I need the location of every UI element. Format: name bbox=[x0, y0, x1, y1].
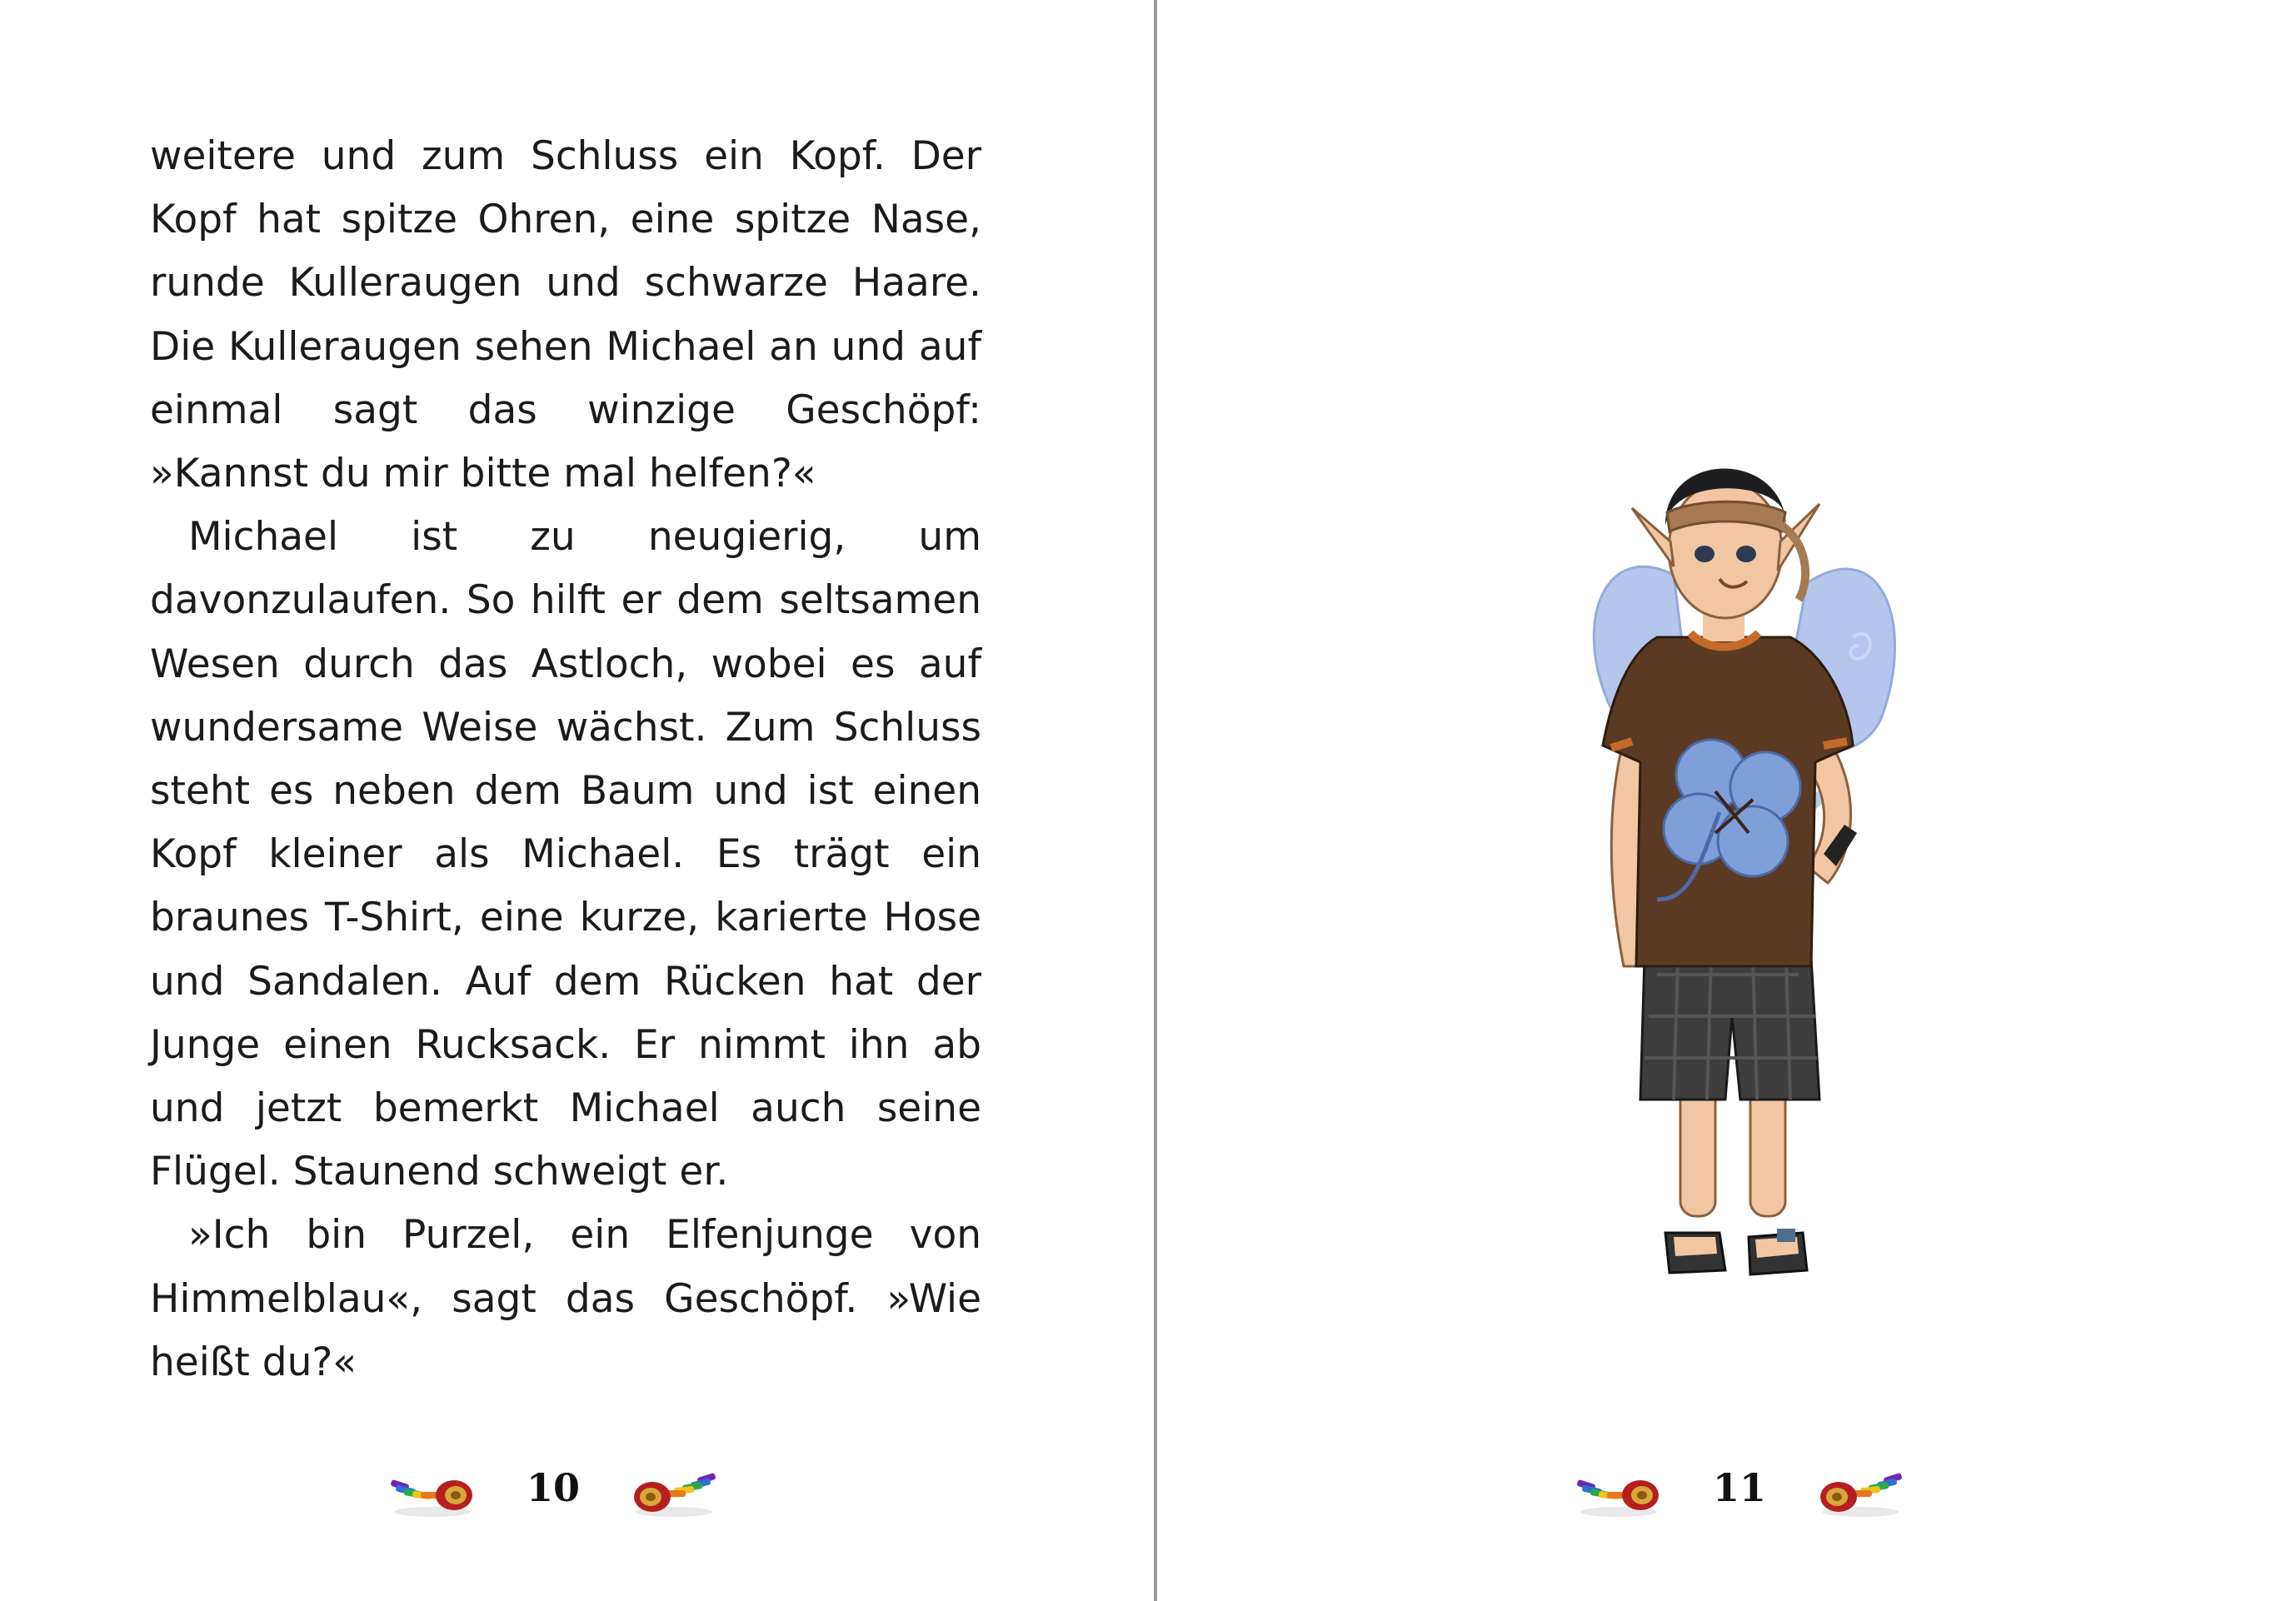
rainbow-ornament-left-icon bbox=[1572, 1455, 1665, 1520]
rainbow-ornament-right-icon bbox=[1814, 1455, 1907, 1520]
page-footer bbox=[386, 1449, 721, 1526]
paragraph: Michael ist zu neugierig, um davonzulaufen. So hilft er dem seltsamen Wesen durch das Astloch, wobei es auf wundersame Weise wächst. Zum Schluss steht es neben dem Baum und ist einen Kopf kleiner als Michael. Es trägt ein braunes T-Shirt, eine kurze, karierte Hose und Sandalen. Auf dem Rücken hat der Junge einen Rucksack. Er nimmt ihn ab und jetzt bemerkt Michael auch seine Flügel. Staunend schweigt er. bbox=[150, 514, 981, 1195]
page-number: 10 bbox=[526, 1465, 580, 1510]
body-text bbox=[150, 125, 981, 1394]
paragraph: »Ich bin Purzel, ein Elfenjunge von Himmelblau«, sagt das Geschöpf. »Wie heißt du?« bbox=[150, 1212, 981, 1385]
page-footer bbox=[1572, 1449, 1907, 1526]
right-page bbox=[1157, 0, 2296, 1601]
rainbow-ornament-left-icon bbox=[386, 1455, 479, 1520]
paragraph: weitere und zum Schluss ein Kopf. Der Kopf hat spitze Ohren, eine spitze Nase, runde Kulleraugen und schwarze Haare. Die Kulleraugen sehen Michael an und auf einmal sagt das winzige Geschöpf: »Kannst du mir bitte mal helfen?« bbox=[150, 133, 981, 497]
page-number: 11 bbox=[1712, 1465, 1766, 1510]
rainbow-ornament-right-icon bbox=[627, 1455, 721, 1520]
elf-boy-illustration bbox=[1532, 433, 1932, 1333]
